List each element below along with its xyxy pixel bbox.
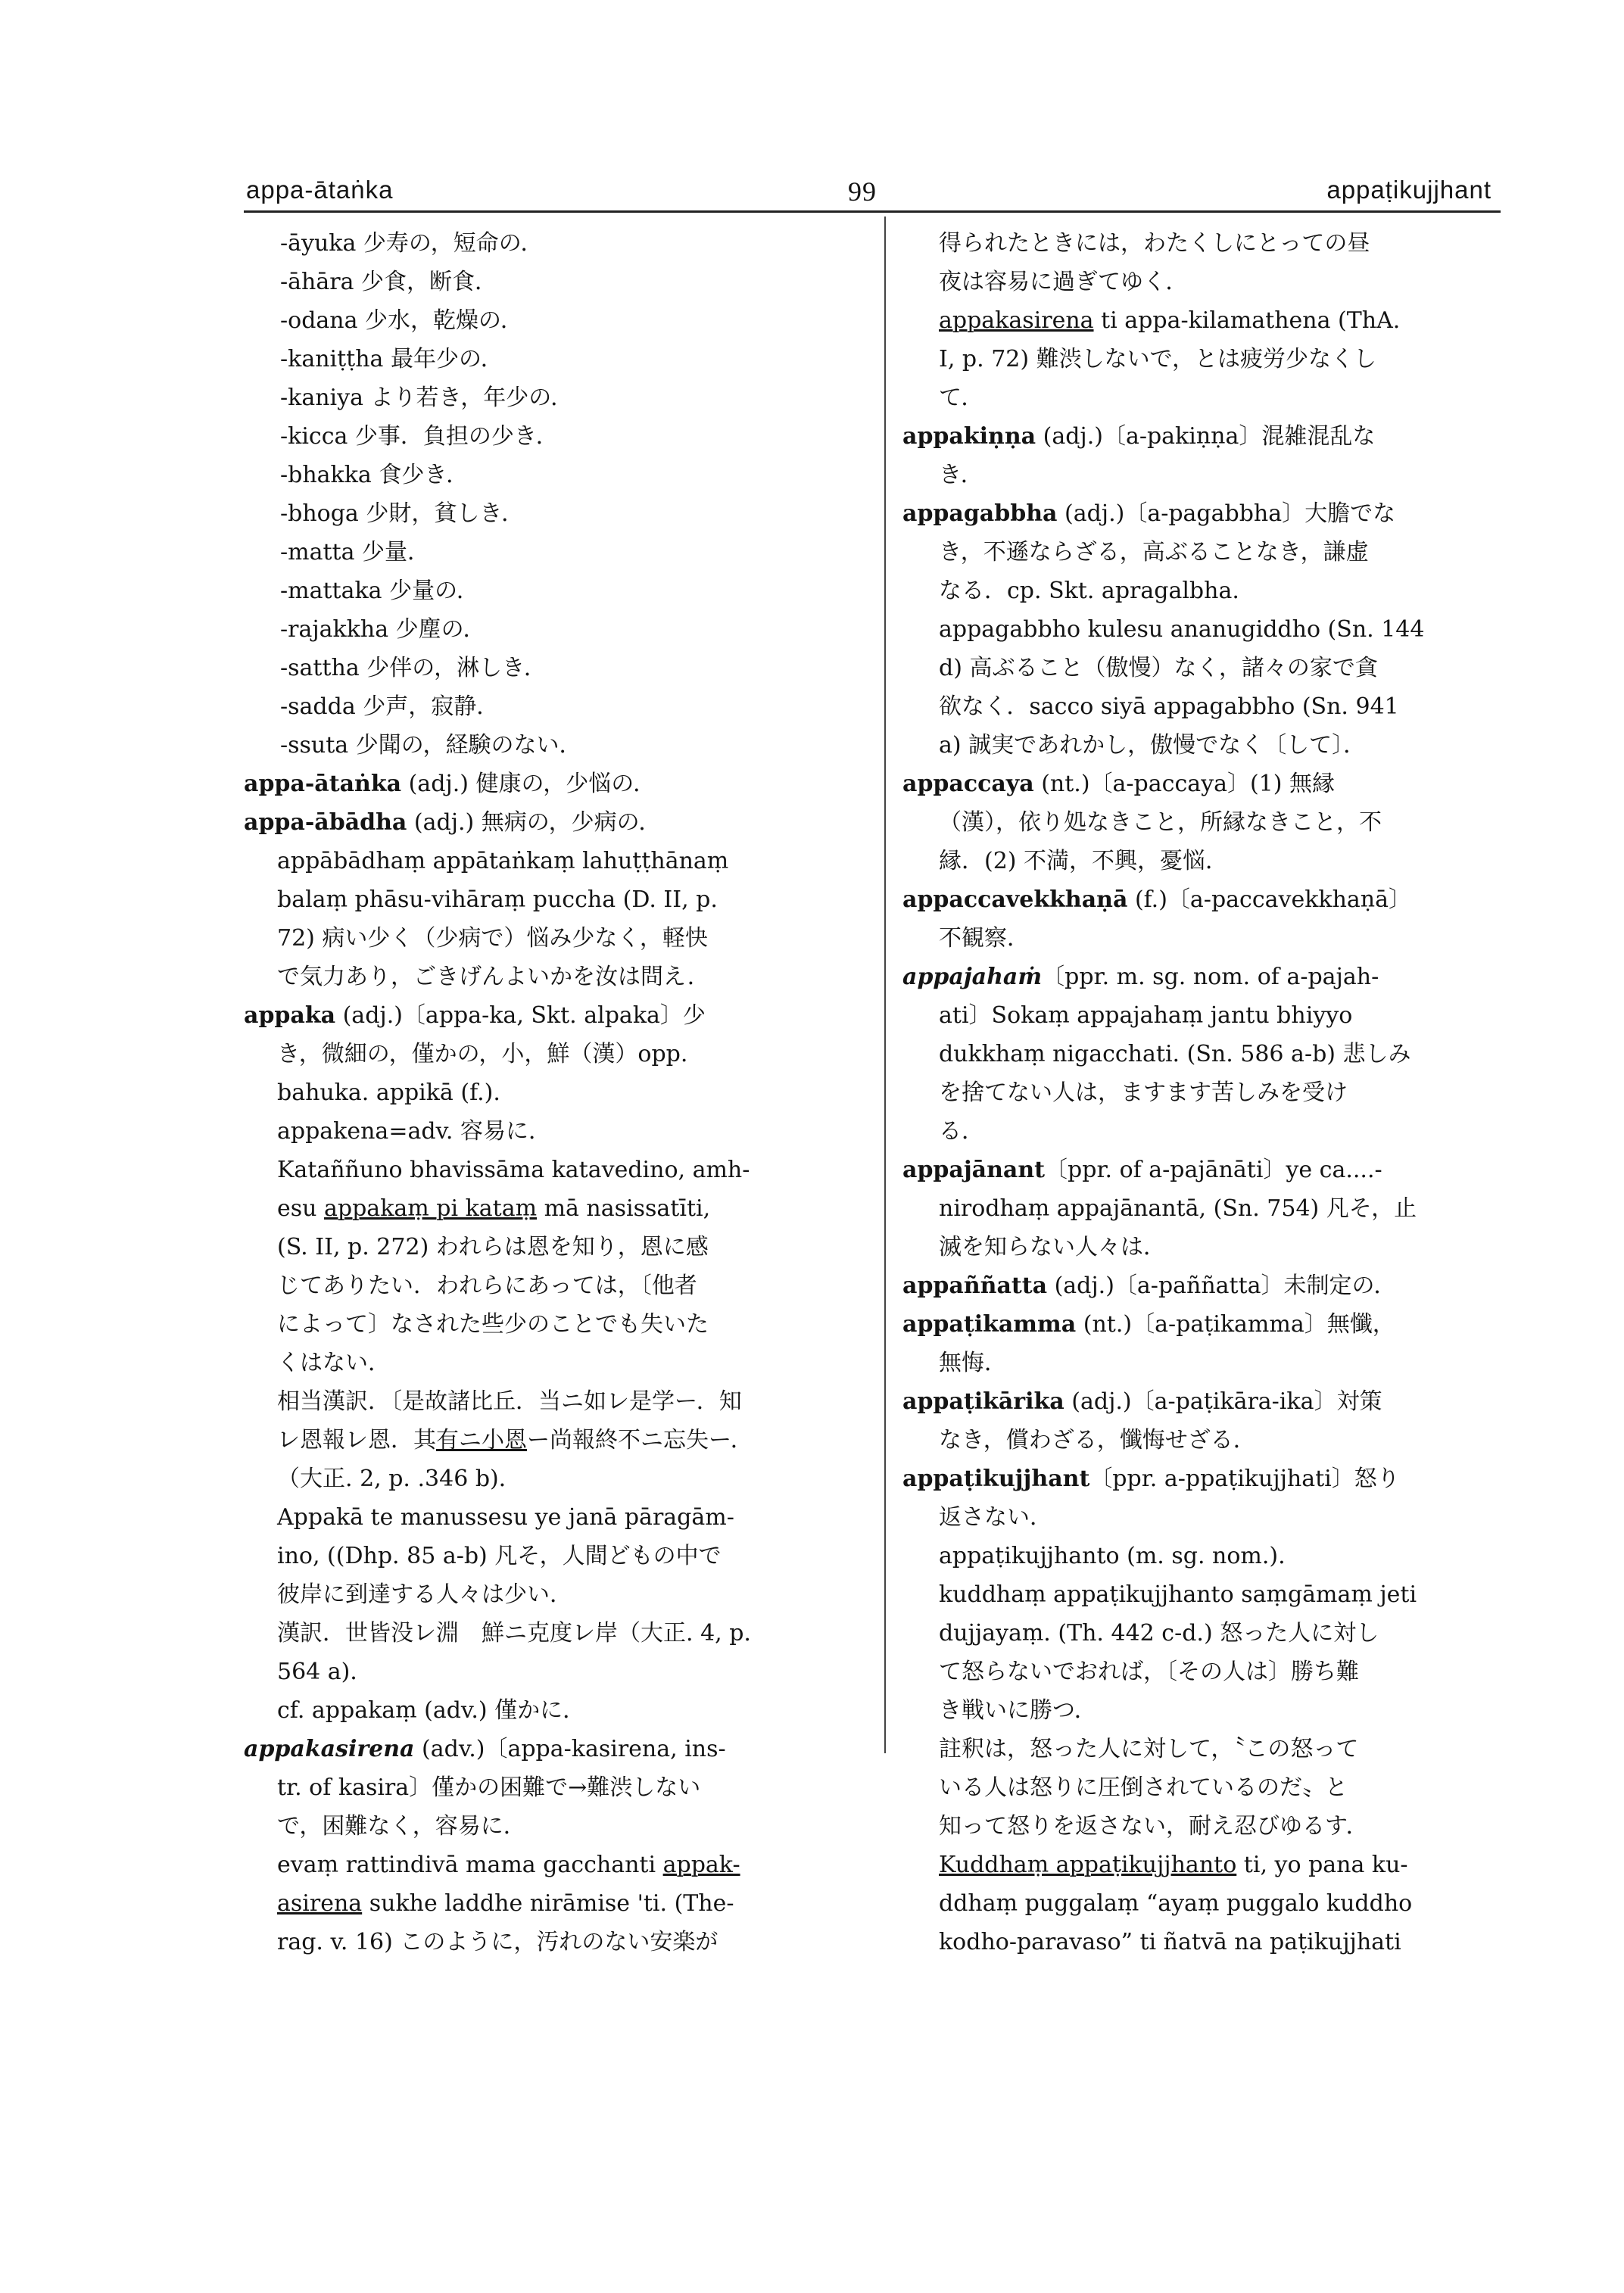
line-text: 知って怒りを返さない，耐え忍びゆるす． (939, 1813, 1369, 1840)
entry-line (902, 765, 1493, 803)
line-text: （漢），依り処なきこと，所縁なきこと，不 (939, 809, 1382, 836)
text-line (244, 687, 865, 726)
entry-line (902, 1151, 1493, 1189)
text-line (902, 1498, 1493, 1537)
line-text: -odana 少水，乾燥の． (280, 307, 523, 334)
line-text: a) 誠実であれかし，傲慢でなく〔して〕． (939, 732, 1367, 759)
text-line (244, 1305, 865, 1344)
text-line (244, 958, 865, 996)
headword: appakasirena (244, 1736, 415, 1762)
line-text: -āyuka 少寿の，短命の． (280, 230, 544, 257)
line-text: いる人は怒りに圧倒されているのだ〟と (939, 1774, 1348, 1801)
line-text: (nt.)〔a-paccaya〕(1) 無縁 (1033, 771, 1335, 797)
line-text: d) 高ぶること（傲慢）なく，諸々の家で貪 (939, 655, 1378, 681)
line-text: によって〕なされた些少のことでも失いた (277, 1311, 709, 1338)
entry-line (244, 1730, 865, 1768)
headword: appaññatta (902, 1273, 1048, 1299)
line-text: 返さない． (939, 1504, 1052, 1531)
text-line (902, 1073, 1493, 1112)
column-divider (884, 217, 886, 1753)
line-text: -bhoga 少財，貧しき． (280, 500, 525, 527)
line-text: -mattaka 少量の． (280, 578, 479, 604)
line-text: ino, ((Dhp. 85 a-b) 凡そ，人間どもの中で (277, 1543, 722, 1569)
text-line (902, 340, 1493, 379)
line-text: (adj.)〔a-pakiṇṇa〕混雑混乱な (1036, 423, 1376, 450)
line-text: 〔ppr. a-ppaṭikujjhati〕怒り (1089, 1466, 1400, 1492)
text-line (244, 1498, 865, 1537)
line-text: ti appa-kilamathena (ThA. (1093, 307, 1401, 334)
text-line (244, 263, 865, 301)
headword: appaccaya (902, 771, 1034, 797)
header-rule (244, 210, 1501, 213)
text-line (902, 1884, 1493, 1923)
line-text: き戦いに勝つ． (939, 1697, 1097, 1724)
line-text: 不観察． (939, 925, 1030, 952)
text-line (244, 1228, 865, 1266)
text-line (902, 726, 1493, 765)
text-line (244, 572, 865, 610)
text-line (244, 880, 865, 919)
line-text: -bhakka 食少き． (280, 462, 469, 488)
line-text: dujjayaṃ. (Th. 442 c-d.) 怒った人に対し (939, 1620, 1379, 1647)
line-text: ati〕Sokaṃ appajahaṃ jantu bhiyyo (939, 1002, 1353, 1029)
line-text: esu (277, 1195, 325, 1222)
text-line (244, 1537, 865, 1575)
text-line (902, 379, 1493, 417)
text-line (244, 726, 865, 765)
text-line (902, 1537, 1493, 1575)
underlined-text: 有ニ小恩 (436, 1427, 527, 1453)
text-line (244, 919, 865, 958)
line-text: (adj.)〔a-pagabbha〕大膽でな (1057, 500, 1396, 527)
line-text: 相当漢訳．〔是故諸比丘．当ニ如レ是学ー．知 (277, 1388, 742, 1415)
right-column (902, 224, 1493, 1961)
line-text: -āhāra 少食，断食． (280, 269, 497, 295)
text-line (244, 1884, 865, 1923)
line-text: -ssuta 少聞の，経験のない． (280, 732, 582, 759)
text-line (902, 1035, 1493, 1073)
line-text: (nt.)〔a-paṭikamma〕無懺， (1076, 1311, 1395, 1338)
text-line (902, 842, 1493, 880)
line-text: 夜は容易に過ぎてゆく． (939, 269, 1189, 295)
text-line (244, 1691, 865, 1730)
page-number: 99 (848, 176, 877, 207)
headword: appagabbha (902, 500, 1058, 527)
line-text: 漢訳．世皆没レ淵 鮮ニ克度レ岸（大正. 4, p. (277, 1620, 751, 1647)
line-text: ddhaṃ puggalaṃ “ayaṃ puggalo kuddho (939, 1890, 1413, 1917)
text-line (244, 340, 865, 379)
line-text: rag. v. 16) このように，汚れのない安楽が (277, 1929, 718, 1955)
text-line (902, 1691, 1493, 1730)
text-line (244, 1460, 865, 1498)
entry-line (902, 1460, 1493, 1498)
entry-line (902, 494, 1493, 533)
line-text: (adj.) 健康の，少悩の． (401, 771, 656, 797)
line-text: 欲なく．sacco siyā appagabbho (Sn. 941 (939, 693, 1399, 720)
line-text: (adj.) 無病の，少病の． (407, 809, 662, 836)
line-text: appābādhaṃ appātaṅkaṃ lahuṭṭhānaṃ (277, 848, 729, 874)
text-line (244, 1344, 865, 1382)
line-text: (adj.)〔appa-ka, Skt. alpaka〕少 (335, 1002, 706, 1029)
line-text: （大正. 2, p. .346 b)． (277, 1466, 522, 1492)
text-line (902, 1653, 1493, 1691)
line-text: (S. II, p. 272) われらは恩を知り，恩に感 (277, 1234, 709, 1260)
headword: appaṭikārika (902, 1388, 1064, 1415)
text-line (902, 996, 1493, 1035)
underlined-text: Kuddhaṃ appaṭikujjhanto (939, 1852, 1237, 1878)
text-line (902, 1923, 1493, 1961)
underlined-text: appak- (662, 1852, 740, 1878)
entry-line (902, 1382, 1493, 1421)
underlined-text: appakaṃ pi kataṃ (324, 1195, 538, 1222)
text-line (244, 1923, 865, 1961)
text-line (902, 1421, 1493, 1460)
text-line (244, 610, 865, 649)
headword: appa-ābādha (244, 809, 407, 836)
text-line (244, 379, 865, 417)
text-line (902, 1575, 1493, 1614)
text-line (244, 533, 865, 572)
text-line (902, 610, 1493, 649)
line-text: 彼岸に到達する人々は少い． (277, 1581, 572, 1608)
text-line (902, 533, 1493, 572)
text-line (244, 1653, 865, 1691)
line-text: dukkhaṃ nigacchati. (Sn. 586 a-b) 悲しみ (939, 1041, 1411, 1067)
headword: appaka (244, 1002, 336, 1029)
text-line (244, 1421, 865, 1460)
line-text: bahuka. appikā (f.). (277, 1080, 500, 1106)
line-text: 〔ppr. of a-pajānāti〕ye ca....- (1045, 1157, 1382, 1183)
text-line (244, 1382, 865, 1421)
line-text: Appakā te manussesu ye janā pāragām- (277, 1504, 734, 1531)
text-line (902, 224, 1493, 263)
text-line (244, 1614, 865, 1653)
line-text: ー尚報終不ニ忘失ー． (527, 1427, 753, 1453)
line-text: くはない． (277, 1350, 391, 1376)
text-line (244, 1575, 865, 1614)
text-line (902, 1614, 1493, 1653)
text-line (244, 1035, 865, 1073)
text-line (902, 1846, 1493, 1884)
text-line (902, 919, 1493, 958)
entry-line (902, 1305, 1493, 1344)
headword: appaccavekkhaṇā (902, 886, 1128, 913)
text-line (244, 1151, 865, 1189)
line-text: I, p. 72) 難渋しないで，とは疲労少なくし (939, 346, 1377, 372)
text-line (902, 1112, 1493, 1151)
line-text: なき，償わざる，懺悔せざる． (939, 1427, 1256, 1453)
line-text: (f.)〔a-paccavekkhaṇā〕 (1127, 886, 1411, 913)
text-line (902, 456, 1493, 494)
headword: appaṭikujjhant (902, 1466, 1090, 1492)
headword: appajānant (902, 1157, 1046, 1183)
line-text: き，微細の，僅かの，小，鮮（漢）opp. (277, 1041, 688, 1067)
line-text: レ恩報レ恩．其 (277, 1427, 436, 1453)
running-head-left: appa-ātaṅka (246, 176, 394, 204)
text-line (902, 572, 1493, 610)
running-head-right: appaṭikujjhant (1326, 176, 1492, 204)
line-text: sukhe laddhe nirāmise 'ti. (The- (362, 1890, 734, 1917)
line-text: て怒らないでおれば，〔その人は〕勝ち難 (939, 1659, 1359, 1685)
text-line (902, 263, 1493, 301)
text-line (244, 1073, 865, 1112)
line-text: 〔ppr. m. sg. nom. of a-pajah- (1042, 964, 1379, 990)
line-text: kodho-paravaso” ti ñatvā na paṭikujjhati (939, 1929, 1401, 1955)
line-text: 72) 病い少く（少病で）悩み少なく，軽快 (277, 925, 708, 952)
headword: appakiṇṇa (902, 423, 1036, 450)
line-text: -kicca 少事．負担の少き． (280, 423, 559, 450)
text-line (244, 1266, 865, 1305)
line-text: 縁．(2) 不満，不興，憂悩． (939, 848, 1229, 874)
text-line (902, 301, 1493, 340)
line-text: mā nasissatīti, (537, 1195, 711, 1222)
text-line (244, 1768, 865, 1807)
line-text: appaṭikujjhanto (m. sg. nom.). (939, 1543, 1286, 1569)
entry-line (902, 417, 1493, 456)
underlined-text: appakasirena (939, 307, 1094, 334)
line-text: evaṃ rattindivā mama gacchanti (277, 1852, 663, 1878)
text-line (902, 1344, 1493, 1382)
entry-line (244, 803, 865, 842)
line-text: -kaniya より若き，年少の． (280, 385, 574, 411)
line-text: で気力あり，ごきげんよいかを汝は問え． (277, 964, 710, 990)
text-line (902, 803, 1493, 842)
text-line (244, 301, 865, 340)
text-line (244, 1846, 865, 1884)
line-text: nirodhaṃ appajānantā, (Sn. 754) 凡そ，止 (939, 1195, 1417, 1222)
text-line (902, 1768, 1493, 1807)
text-line (244, 649, 865, 687)
line-text: き，不遜ならざる，高ぶることなき，謙虚 (939, 539, 1369, 565)
text-line (902, 1807, 1493, 1846)
line-text: kuddhaṃ appaṭikujjhanto saṃgāmaṃ jeti (939, 1581, 1417, 1608)
line-text: -sattha 少伴の，淋しき． (280, 655, 547, 681)
text-line (244, 1112, 865, 1151)
headword: appa-ātaṅka (244, 771, 402, 797)
line-text: (adj.)〔a-paññatta〕未制定の． (1047, 1273, 1397, 1299)
entry-line (244, 765, 865, 803)
text-line (902, 1730, 1493, 1768)
line-text: balaṃ phāsu-vihāraṃ puccha (D. II, p. (277, 886, 718, 913)
line-text: appakena=adv. 容易に． (277, 1118, 552, 1145)
line-text: Kataññuno bhavissāma katavedino, amh- (277, 1157, 750, 1183)
line-text: を捨てない人は，ますます苦しみを受け (939, 1080, 1348, 1106)
text-line (244, 456, 865, 494)
line-text: で，困難なく，容易に． (277, 1813, 526, 1840)
text-line (244, 1189, 865, 1228)
line-text: なる．cp. Skt. apragalbha. (939, 578, 1239, 604)
line-text: tr. of kasira〕僅かの困難で→難渋しない (277, 1774, 701, 1801)
line-text: 無悔． (939, 1350, 1007, 1376)
text-line (902, 1189, 1493, 1228)
entry-line (902, 880, 1493, 919)
line-text: て． (939, 385, 984, 411)
text-line (244, 1807, 865, 1846)
text-line (244, 224, 865, 263)
line-text: (adj.)〔a-paṭikāra-ika〕対策 (1064, 1388, 1382, 1415)
line-text: -kaniṭṭha 最年少の． (280, 346, 503, 372)
line-text: appagabbho kulesu ananugiddho (Sn. 144 (939, 616, 1425, 643)
line-text: -sadda 少声，寂静． (280, 693, 500, 720)
line-text: -matta 少量． (280, 539, 431, 565)
headword: appaṭikamma (902, 1311, 1077, 1338)
entry-line (902, 958, 1493, 996)
line-text: き． (939, 462, 983, 488)
text-line (244, 842, 865, 880)
text-line (902, 1228, 1493, 1266)
text-line (244, 417, 865, 456)
line-text: 得られたときには，わたくしにとっての昼 (939, 230, 1370, 257)
line-text: る． (939, 1118, 984, 1145)
line-text: ti, yo pana ku- (1236, 1852, 1408, 1878)
line-text: -rajakkha 少塵の． (280, 616, 486, 643)
line-text: 註釈は，怒った人に対して，〝この怒って (939, 1736, 1359, 1762)
line-text: じてありたい．われらにあっては，〔他者 (277, 1273, 697, 1299)
entry-line (244, 996, 865, 1035)
underlined-text: asirena (277, 1890, 363, 1917)
line-text: cf. appakaṃ (adv.) 僅かに． (277, 1697, 586, 1724)
entry-line (902, 1266, 1493, 1305)
text-line (902, 687, 1493, 726)
line-text: (adv.)〔appa-kasirena, ins- (414, 1736, 726, 1762)
line-text: 564 a)． (277, 1659, 373, 1685)
line-text: 滅を知らない人々は． (939, 1234, 1166, 1260)
headword: appajahaṁ (902, 964, 1043, 990)
text-line (244, 494, 865, 533)
text-line (902, 649, 1493, 687)
left-column (244, 224, 865, 1961)
